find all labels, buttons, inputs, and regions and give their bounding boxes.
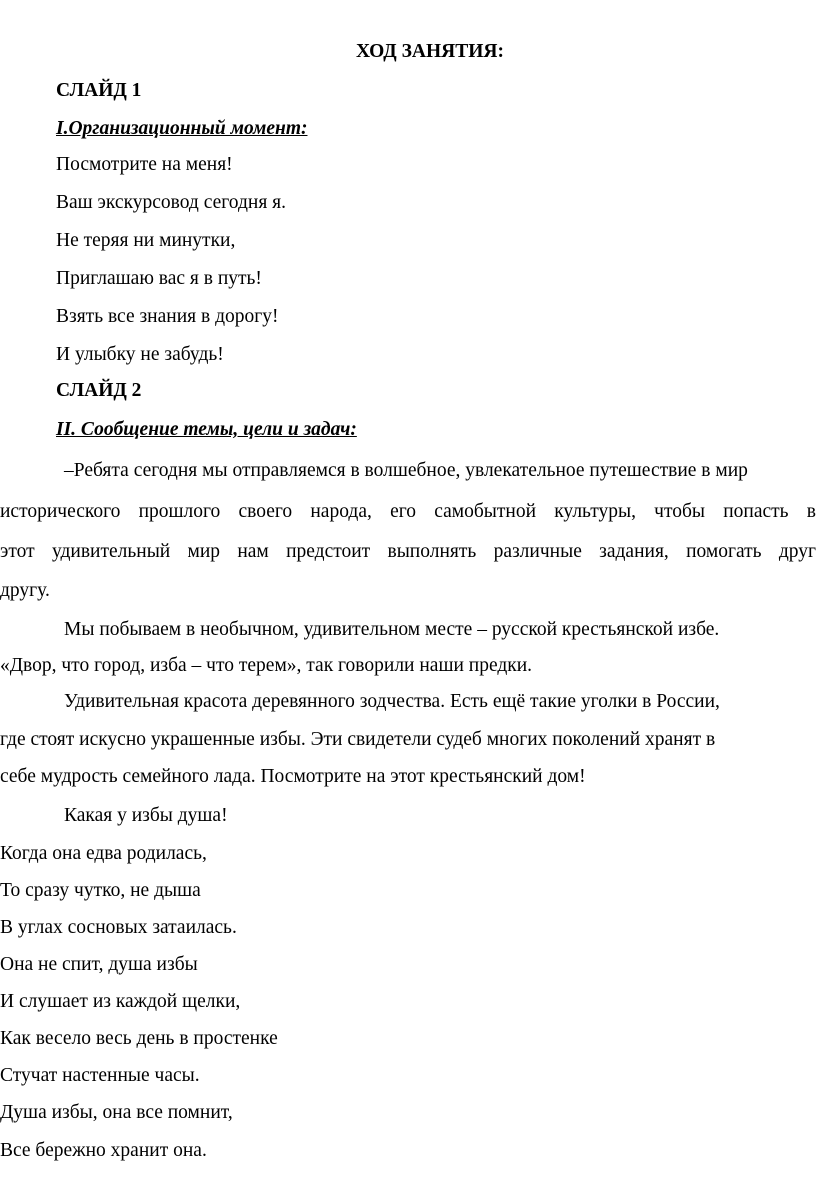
section-2-heading: II. Сообщение темы, цели и задач: (56, 419, 357, 440)
poem-line: То сразу чутко, не дыша (0, 880, 201, 901)
poem-line: Как весело весь день в простенке (0, 1028, 278, 1049)
poem-line: В углах сосновых затаилась. (0, 917, 237, 938)
poem-line: Не теряя ни минутки, (56, 230, 236, 251)
poem-line: Посмотрите на меня! (56, 154, 233, 175)
poem-line: Какая у избы душа! (64, 805, 228, 826)
paragraph-line: где стоят искусно украшенные избы. Эти свидетели судеб многих поколений хранят в (0, 729, 716, 750)
paragraph-line: «Двор, что город, изба – что терем», так говорили наши предки. (0, 655, 533, 676)
poem-line: Ваш экскурсовод сегодня я. (56, 192, 287, 213)
paragraph-line: себе мудрость семейного лада. Посмотрите на этот крестьянский дом! (0, 766, 586, 787)
paragraph-line: этот удивительный мир нам предстоит выполнять различные задания, помогать друг (0, 541, 816, 562)
poem-line: Приглашаю вас я в путь! (56, 268, 262, 289)
paragraph-line: Мы побываем в необычном, удивительном месте – русской крестьянской избе. (64, 619, 720, 640)
slide-2-heading: СЛАЙД 2 (56, 380, 142, 401)
paragraph-line: –Ребята сегодня мы отправляемся в волшебное, увлекательное путешествие в мир (64, 460, 748, 481)
poem-line: И слушает из каждой щелки, (0, 991, 241, 1012)
poem-line: Взять все знания в дорогу! (56, 306, 279, 327)
poem-line: Все бережно хранит она. (0, 1140, 207, 1161)
poem-line: Душа избы, она все помнит, (0, 1102, 233, 1123)
poem-line: И улыбку не забудь! (56, 344, 224, 365)
paragraph-line: Удивительная красота деревянного зодчества. Есть ещё такие уголки в России, (64, 691, 720, 712)
paragraph-line: другу. (0, 580, 50, 601)
poem-line: Когда она едва родилась, (0, 843, 207, 864)
section-1-heading: I.Организационный момент: (56, 118, 308, 139)
slide-1-heading: СЛАЙД 1 (56, 80, 142, 101)
page-title: ХОД ЗАНЯТИЯ: (356, 41, 504, 62)
paragraph-line: исторического прошлого своего народа, его самобытной культуры, чтобы попасть в (0, 501, 816, 522)
poem-line: Она не спит, душа избы (0, 954, 198, 975)
poem-line: Стучат настенные часы. (0, 1065, 200, 1086)
